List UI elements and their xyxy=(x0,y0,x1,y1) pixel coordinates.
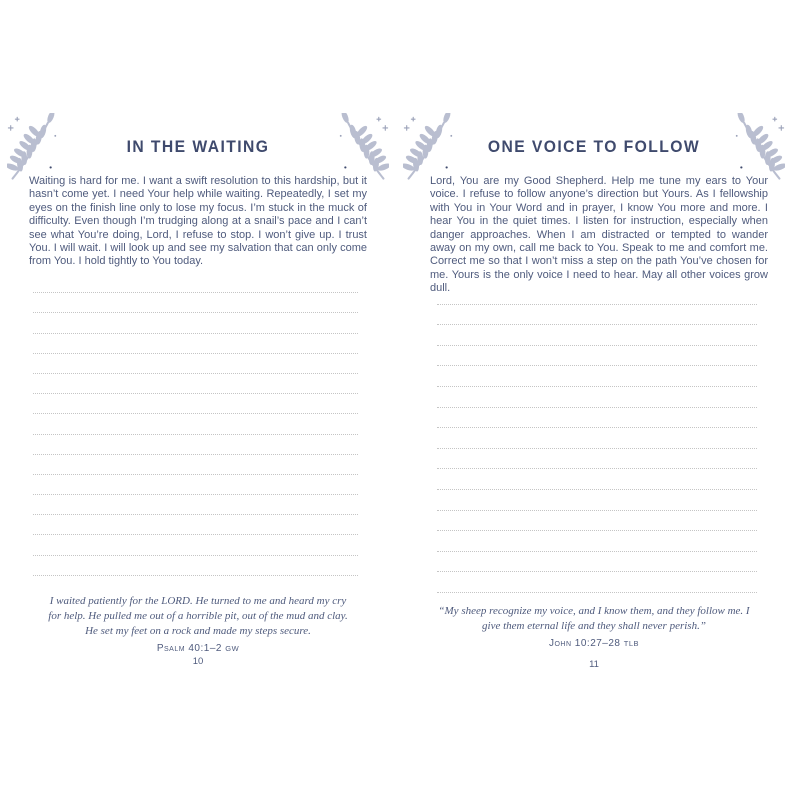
laurel-branch-icon xyxy=(403,113,455,181)
left-page-header xyxy=(0,110,396,184)
journal-writing-lines xyxy=(437,284,757,593)
ruled-line xyxy=(437,511,757,532)
translation-abbreviation: GW xyxy=(225,644,240,653)
laurel-branch-icon xyxy=(337,113,389,181)
scripture-quote: “My sheep recognize my voice, and I know them, and they follow me. I give them eternal life and they shall never perish.” xyxy=(438,605,750,632)
ruled-line xyxy=(33,374,358,394)
ruled-line xyxy=(33,334,358,354)
journal-writing-lines xyxy=(33,273,358,576)
devotional-prayer-text: Waiting is hard for me. I want a swift resolution to this hardship, but it hasn’t come yet. I need Your help while waiting. Repeatedly, I set my eyes on the finish line only to lose my focus. I’m stuck in the muck of difficulty. Even though I’m trudging along at a snail’s pace and I can’t see what You’re doing, Lord, I refuse to stop. I won’t give up. I trust You. I will wait. I will look up and see my salvation that can only come from You. I hold tightly to You today. xyxy=(29,175,367,268)
ruled-line xyxy=(437,531,757,552)
ruled-line xyxy=(33,556,358,576)
page-title: IN THE WAITING xyxy=(126,137,270,156)
ruled-line xyxy=(33,495,358,515)
ruled-line xyxy=(33,414,358,434)
scripture-block xyxy=(396,604,792,649)
ruled-line xyxy=(437,428,757,449)
ruled-line xyxy=(33,515,358,535)
ruled-line xyxy=(33,313,358,333)
page-number: 11 xyxy=(589,659,599,670)
ruled-line xyxy=(437,325,757,346)
ruled-line xyxy=(33,293,358,313)
ruled-line xyxy=(437,572,757,593)
page-right xyxy=(396,0,792,792)
ruled-line xyxy=(437,284,757,305)
laurel-branch-icon xyxy=(733,113,785,181)
ruled-line xyxy=(437,408,757,429)
page-number: 10 xyxy=(192,656,204,667)
ruled-line xyxy=(437,449,757,470)
ruled-line xyxy=(33,475,358,495)
scripture-reference xyxy=(0,643,396,654)
ruled-line xyxy=(437,469,757,490)
scripture-block xyxy=(0,594,396,654)
ruled-line xyxy=(437,305,757,326)
ruled-line xyxy=(33,394,358,414)
ruled-line xyxy=(437,552,757,573)
right-page-header xyxy=(396,110,792,184)
ruled-line xyxy=(33,273,358,293)
ruled-line xyxy=(33,354,358,374)
page-title: ONE VOICE TO FOLLOW xyxy=(487,137,701,156)
ruled-line xyxy=(33,535,358,555)
ruled-line xyxy=(437,490,757,511)
laurel-branch-icon xyxy=(7,113,59,181)
scripture-quote: I waited patiently for the LORD. He turned to me and heard my cry for help. He pulled me out of a horrible pit, out of the mud and clay. He set my feet on a rock and made my steps secure. xyxy=(48,595,348,637)
ruled-line xyxy=(33,435,358,455)
ruled-line xyxy=(437,387,757,408)
translation-abbreviation: TLB xyxy=(623,639,640,648)
ruled-line xyxy=(437,346,757,367)
ruled-line xyxy=(33,455,358,475)
ruled-line xyxy=(437,366,757,387)
devotional-prayer-text: Lord, You are my Good Shepherd. Help me tune my ears to Your voice. I refuse to follow anyone’s direction but Yours. As I fellowship with You in Your Word and in prayer, I know You more and more. I hear You in the quiet times. I listen for instruction, especially when danger approaches. When I am distracted or tempted to wander away on my own, call me back to You. Speak to me and comfort me. Correct me so that I won’t miss a step on the path You’ve chosen for me. Yours is the only voice I need to hear. May all other voices grow dull. xyxy=(430,175,768,295)
reference-text: Psalm 40:1–2 xyxy=(156,643,222,654)
scripture-reference xyxy=(396,638,792,649)
reference-text: John 10:27–28 xyxy=(548,638,621,649)
